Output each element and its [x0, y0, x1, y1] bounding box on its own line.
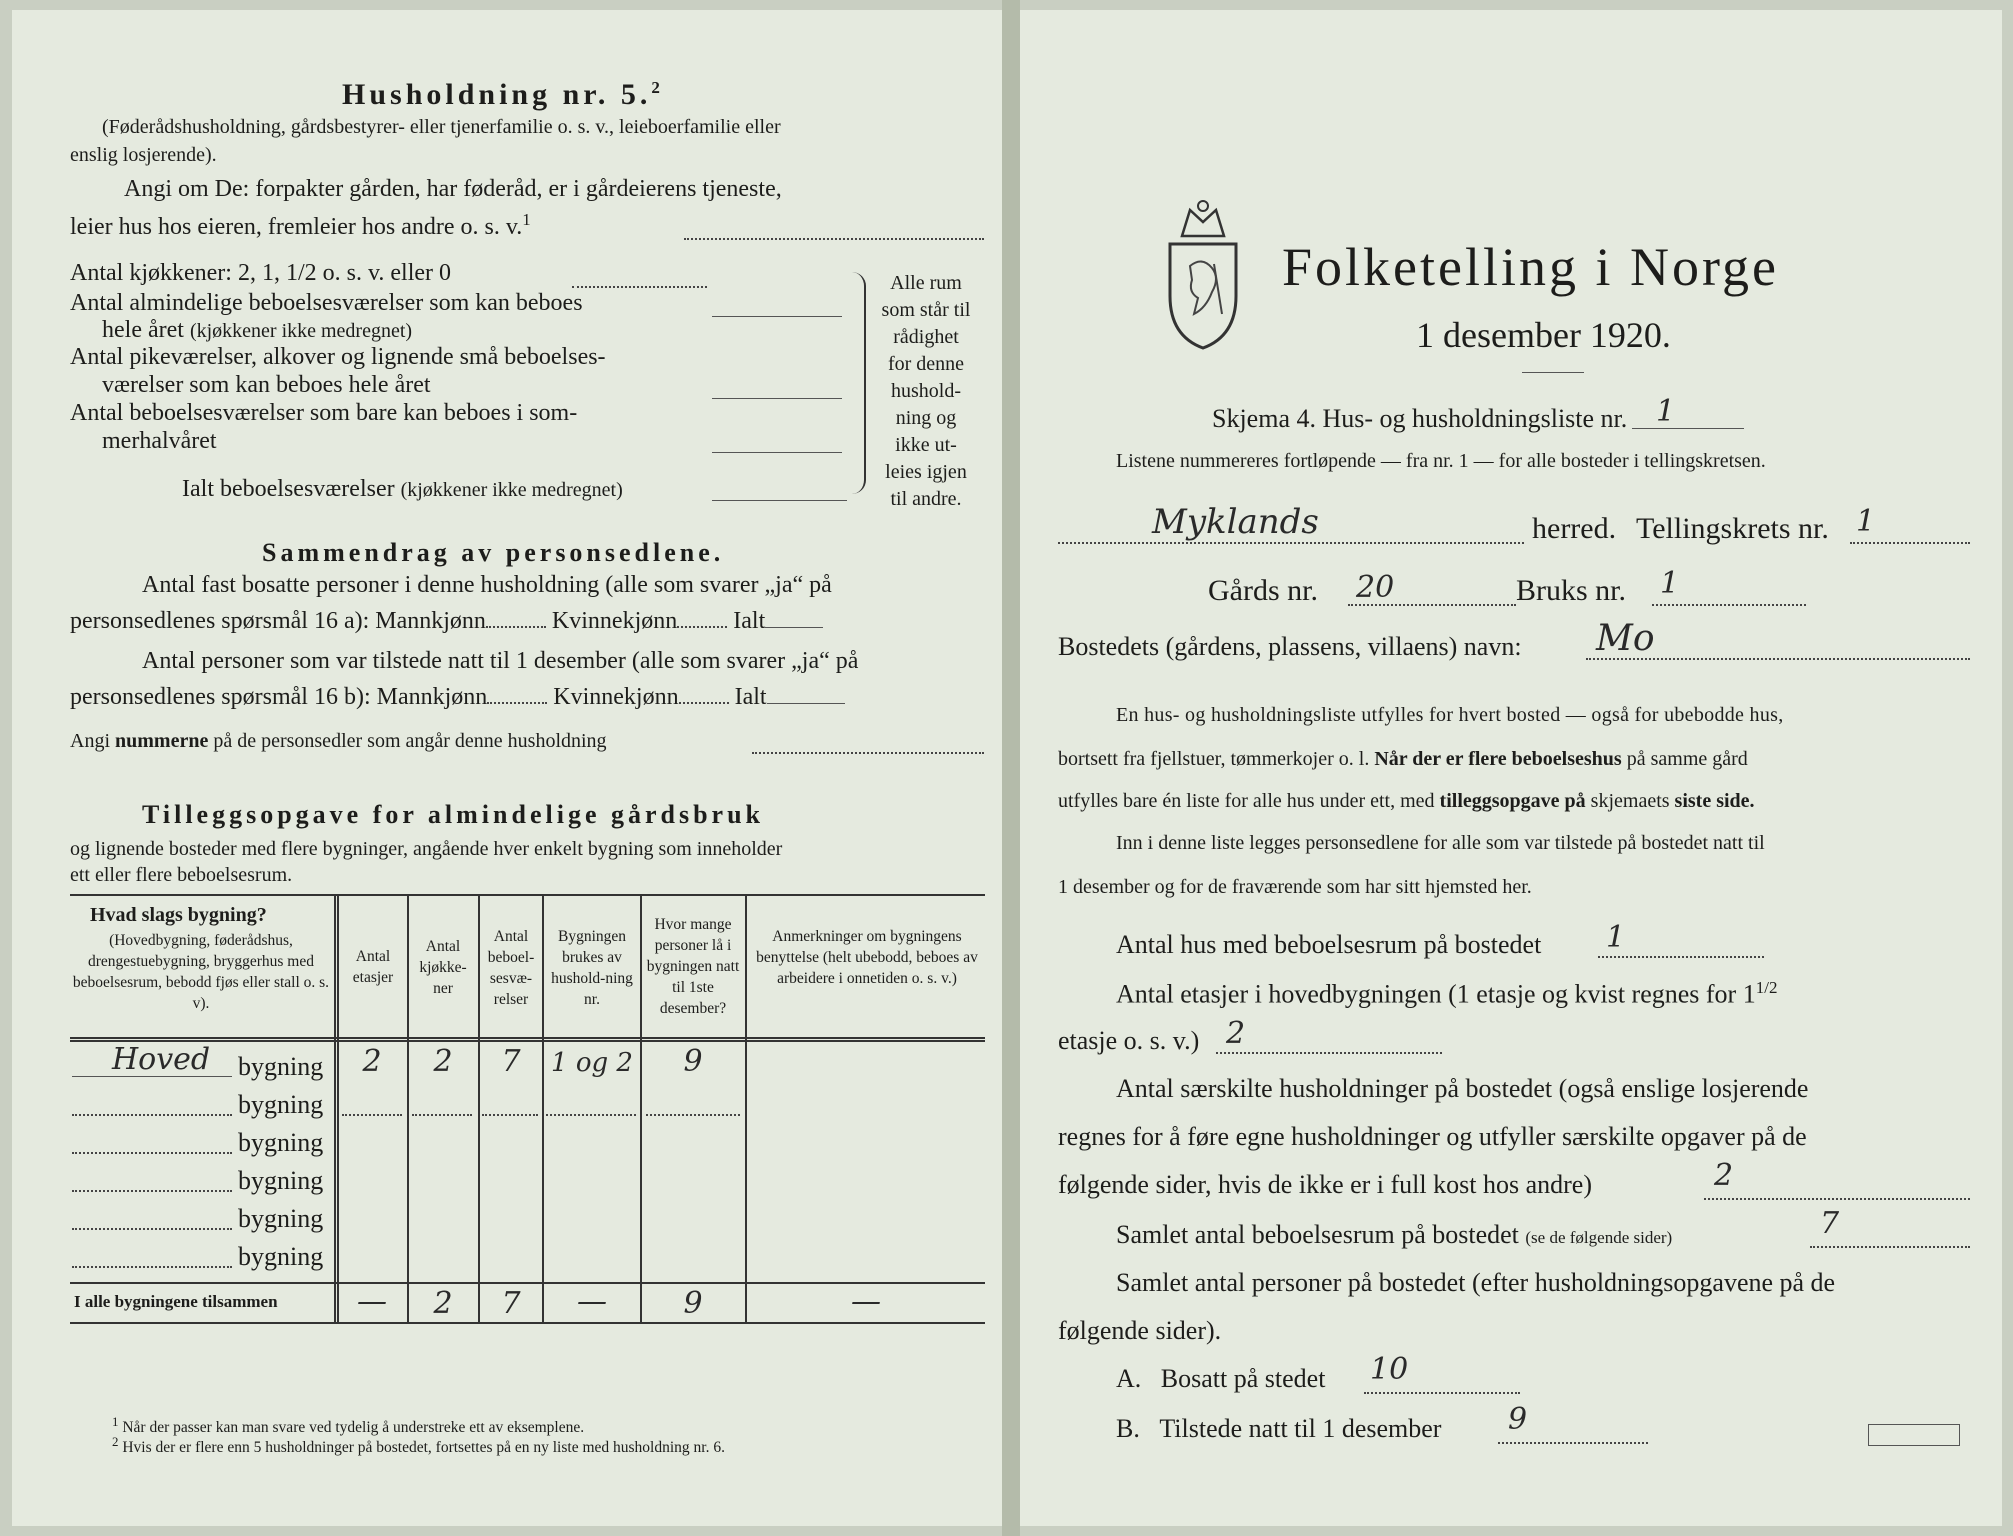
bostedets-line — [1586, 658, 1970, 660]
rooms-ialt: Ialt beboelsesværelser (kjøkkener ikke medregnet) — [182, 476, 623, 502]
ialt-answer-line — [712, 500, 847, 501]
herred-value: Myklands — [1152, 502, 1319, 542]
herred-label: herred. — [1532, 512, 1617, 545]
title-rule — [1522, 372, 1584, 373]
skjema-line: Skjema 4. Hus- og husholdningsliste nr. — [1212, 404, 1628, 433]
footnote-1: $^1$ Når der passer kan man svare ved tydelig å understreke ett av eksemplene. — [112, 1414, 585, 1437]
listene-note: Listene nummereres fortløpende — fra nr. 1 — for alle bosteder i tellingskretsen. — [1116, 450, 1766, 472]
gards-label: Gårds nr. — [1208, 574, 1318, 607]
q-tilstede: B. Tilstede natt til 1 desember — [1116, 1414, 1442, 1443]
sammendrag-l2: personsedlenes spørsmål 16 a): Mannkjønn Kvinnekjønn Ialt — [70, 608, 823, 635]
col-vaerelser-header: Antal beboel-sesvæ-relser — [487, 928, 535, 1008]
col0-title: Hvad slags bygning? — [90, 904, 267, 926]
instr-p2-l2: 1 desember og for de fraværende som har sitt hjemsted her. — [1058, 876, 1532, 898]
q-beboelsesrum-line — [1810, 1246, 1970, 1248]
q-tilstede-line — [1498, 1442, 1648, 1444]
page-fold — [1002, 0, 1020, 1536]
q-husholdninger-line — [1704, 1198, 1970, 1200]
brace-note: Alle rum som står til rådighet for denne hushold- ning og ikke ut- leies igjen til andre. — [881, 272, 971, 510]
total-kjokkener: 2 — [433, 1286, 453, 1321]
bostedets-value: Mo — [1596, 618, 1655, 659]
row-vaerelser: 7 — [501, 1044, 521, 1079]
angi-line-1: Angi om De: forpakter gården, har føderåd, er i gårdeierens tjeneste, — [124, 176, 782, 202]
sammendrag-title: Sammendrag av personsedlene. — [262, 538, 725, 567]
rooms-alm-1: Antal almindelige beboelsesværelser som kan beboes — [70, 290, 583, 316]
coat-of-arms-icon — [1162, 196, 1244, 352]
gards-value: 20 — [1356, 570, 1395, 605]
q-husholdninger-l2: regnes for å føre egne husholdninger og utfyller særskilte opgaver på de — [1058, 1122, 1807, 1151]
nummerne-line — [752, 752, 984, 754]
sammendrag-l3: Antal personer som var tilstede natt til 1 desember (alle som svarer „ja“ på — [142, 648, 859, 674]
total-anm: — — [851, 1284, 881, 1319]
row-label: bygning — [238, 1128, 324, 1157]
tellingskrets-label: Tellingskrets nr. — [1636, 512, 1829, 545]
rooms-pike-1: Antal pikeværelser, alkover og lignende små beboelses- — [70, 344, 606, 370]
instr-p2-l1: Inn i denne liste legges personsedlene for alle som var tilstede på bostedet natt til — [1116, 832, 1765, 854]
tillegg-title: Tilleggsopgave for almindelige gårdsbruk — [142, 800, 765, 829]
tellingskrets-value: 1 — [1856, 504, 1876, 539]
col-anm-header: Anmerkninger om bygningens benyttelse (helt ubebodd, beboes av arbeidere i onnetiden o. s. v.) — [756, 928, 978, 987]
row-label: bygning — [238, 1242, 324, 1271]
q-tilstede-value: 9 — [1508, 1402, 1528, 1437]
col-etasjer-header: Antal etasjer — [352, 948, 394, 986]
census-title: Folketelling i Norge — [1282, 237, 1779, 297]
bostedets-label: Bostedets (gårdens, plassens, villaens) navn: — [1058, 632, 1522, 661]
q-antal-hus: Antal hus med beboelsesrum på bostedet — [1116, 930, 1542, 959]
rooms-som-1: Antal beboelsesværelser som bare kan beboes i som- — [70, 400, 578, 426]
q-beboelsesrum: Samlet antal beboelsesrum på bostedet (se de følgende sider) — [1116, 1220, 1673, 1249]
q-bosatt: A. Bosatt på stedet — [1116, 1364, 1326, 1393]
q-personer-l1: Samlet antal personer på bostedet (efter husholdningsopgavene på de — [1116, 1268, 1836, 1297]
pike-answer-line — [712, 398, 842, 399]
row-kjokkener: 2 — [433, 1044, 453, 1079]
q-husholdninger-l1: Antal særskilte husholdninger på bostedet (også enslige losjerende — [1116, 1074, 1809, 1103]
rooms-som-2: merhalvåret — [102, 428, 217, 454]
q-husholdninger-value: 2 — [1714, 1158, 1734, 1193]
q-antal-hus-line — [1598, 956, 1764, 958]
q-personer-l2: følgende sider). — [1058, 1316, 1222, 1345]
instr-p1-l2: bortsett fra fjellstuer, tømmerkojer o. l. Når der er flere beboelseshus på samme gård — [1058, 748, 1748, 770]
bruks-line — [1652, 604, 1806, 606]
angi-line-2: leier hus hos eieren, fremleier hos andre o. s. v.$^1$ — [70, 210, 531, 240]
instr-p1-l1: En hus- og husholdningsliste utfylles for hvert bosted — også for ubebodde hus, — [1116, 704, 1784, 726]
left-page — [12, 10, 1002, 1526]
rooms-pike-2: værelser som kan beboes hele året — [102, 372, 431, 398]
sammendrag-l5: Angi nummerne på de personsedler som angår denne husholdning — [70, 730, 607, 752]
household-subtitle-2: enslig losjerende). — [70, 144, 217, 166]
q-etasjer-value: 2 — [1226, 1016, 1246, 1051]
row-label: bygning — [238, 1166, 324, 1195]
total-hush: — — [577, 1284, 607, 1319]
row-personer: 9 — [683, 1044, 703, 1079]
printer-stamp — [1868, 1424, 1960, 1446]
tellingskrets-line — [1850, 542, 1970, 544]
q-etasjer-line — [1216, 1052, 1442, 1054]
q-bosatt-line — [1364, 1392, 1520, 1394]
row-etasjer: 2 — [362, 1044, 382, 1079]
herred-line — [1058, 542, 1524, 544]
q-bosatt-value: 10 — [1370, 1352, 1409, 1387]
bruks-label: Bruks nr. — [1516, 574, 1627, 607]
total-personer: 9 — [683, 1286, 703, 1321]
household-title: Husholdning nr. 5.$^2$ — [342, 78, 664, 111]
q-husholdninger-l3: følgende sider, hvis de ikke er i full kost hos andre) — [1058, 1170, 1592, 1199]
col-personer-header: Hvor mange personer lå i bygningen natt til 1ste desember? — [646, 916, 740, 1017]
total-etasjer: — — [357, 1284, 387, 1319]
row-label: bygning — [238, 1090, 324, 1119]
census-date: 1 desember 1920. — [1416, 315, 1671, 355]
rooms-brace — [852, 272, 866, 494]
instr-p1-l3: utfylles bare én liste for alle hus under ett, med tilleggsopgave på skjemaets siste side. — [1058, 790, 1755, 812]
col0-sub: (Hovedbygning, føderådshus, drengestuebygning, bryggerhus med beboelsesrum, bebodd fjøs eller stall o. s. v). — [72, 932, 330, 1012]
q-etasjer-l1: Antal etasjer i hovedbygningen (1 etasje og kvist regnes for $1^{1/2}$ — [1116, 978, 1778, 1009]
row-label: bygning — [238, 1052, 324, 1081]
q-antal-hus-value: 1 — [1606, 920, 1626, 955]
q-beboelsesrum-value: 7 — [1820, 1206, 1840, 1241]
angi-answer-line — [684, 238, 984, 240]
gards-line — [1348, 604, 1516, 606]
som-answer-line — [712, 452, 842, 453]
tillegg-l2: ett eller flere beboelsesrum. — [70, 864, 293, 886]
row-name: Hoved — [112, 1042, 211, 1077]
row-hush: 1 og 2 — [551, 1048, 633, 1078]
col-hush-header: Bygningen brukes av hushold-ning nr. — [551, 928, 633, 1008]
total-vaerelser: 7 — [501, 1286, 521, 1321]
rooms-alm-2: hele året (kjøkkener ikke medregnet) — [102, 317, 413, 343]
skjema-value: 1 — [1656, 394, 1676, 429]
sammendrag-l1: Antal fast bosatte personer i denne husholdning (alle som svarer „ja“ på — [142, 572, 832, 598]
q-etasjer-l2: etasje o. s. v.) — [1058, 1026, 1200, 1055]
bruks-value: 1 — [1660, 566, 1680, 601]
right-page — [1020, 10, 2002, 1526]
sammendrag-l4: personsedlenes spørsmål 16 b): Mannkjønn Kvinnekjønn Ialt — [70, 684, 845, 711]
total-label: I alle bygningene tilsammen — [74, 1292, 278, 1311]
kjokkener-dots — [572, 286, 707, 288]
tillegg-l1: og lignende bosteder med flere bygninger, angående hver enkelt bygning som inneholder — [70, 838, 783, 860]
skjema-line-blank — [1632, 428, 1744, 429]
alm-answer-line — [712, 316, 842, 317]
rooms-kjokkener: Antal kjøkkener: 2, 1, 1/2 o. s. v. eller 0 — [70, 260, 452, 286]
col-kjokkener-header: Antal kjøkke-ner — [419, 938, 467, 997]
household-subtitle: (Føderådshusholdning, gårdsbestyrer- eller tjenerfamilie o. s. v., leieboerfamilie eller — [102, 116, 781, 138]
footnote-2: $^2$ Hvis der er flere enn 5 husholdninger på bostedet, fortsettes på en ny liste med husholdning nr. 6. — [112, 1434, 725, 1457]
row-label: bygning — [238, 1204, 324, 1233]
